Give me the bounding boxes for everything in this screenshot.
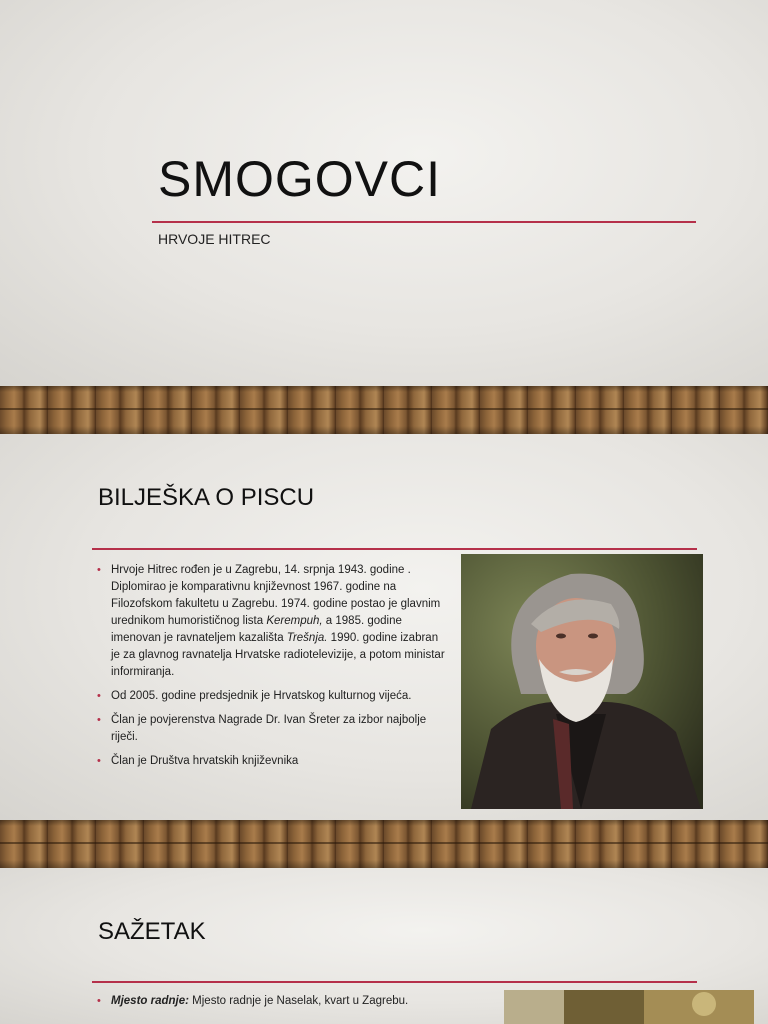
bullet-icon: •	[97, 714, 101, 726]
bullet-icon: •	[97, 564, 101, 576]
wood-floor-divider	[0, 820, 768, 868]
title-divider	[152, 221, 696, 223]
author-bullet-list	[97, 562, 449, 777]
list-item: • Hrvoje Hitrec rođen je u Zagrebu, 14. srpnja 1943. godine . Diplomirao je komparativnu književnost 1967. godine na Filozofskom fakultetu u Zagrebu. 1974. godine postao je glavnim urednikom humorističnog lista Kerempuh, a 1985. godine imenovan je ravnateljem kazališta Trešnja. 1990. godine izabran je za glavnog ravnatelja Hrvatske radiotelevizije, a potom ministar informiranja.	[97, 564, 445, 678]
summary-photo-illustration	[504, 990, 754, 1024]
slide-title-heading: SMOGOVCI	[158, 151, 442, 207]
slide-author-note	[0, 434, 768, 820]
bullet-icon: •	[97, 690, 101, 702]
slide-title	[0, 0, 768, 386]
list-item: • Član je Društva hrvatskih književnika	[97, 753, 449, 770]
bullet-icon: •	[97, 755, 101, 767]
author-divider	[92, 548, 697, 550]
slide-summary-heading: SAŽETAK	[98, 918, 206, 945]
slide-summary	[0, 868, 768, 1024]
summary-bullet-list	[97, 993, 477, 1017]
slide-author-heading: BILJEŠKA O PISCU	[98, 484, 315, 511]
slide-title-subtitle: HRVOJE HITREC	[158, 231, 271, 247]
author-photo	[461, 554, 703, 809]
summary-photo	[504, 990, 754, 1024]
list-item: • Član je povjerenstva Nagrade Dr. Ivan Šreter za izbor najbolje riječi.	[97, 714, 427, 743]
wood-floor-divider	[0, 386, 768, 434]
author-portrait-illustration	[461, 554, 703, 809]
list-item: • Mjesto radnje: Mjesto radnje je Naselak, kvart u Zagrebu.	[97, 993, 477, 1010]
list-item: • Od 2005. godine predsjednik je Hrvatskog kulturnog vijeća.	[97, 688, 449, 705]
bullet-icon: •	[97, 995, 101, 1007]
summary-divider	[92, 981, 697, 983]
